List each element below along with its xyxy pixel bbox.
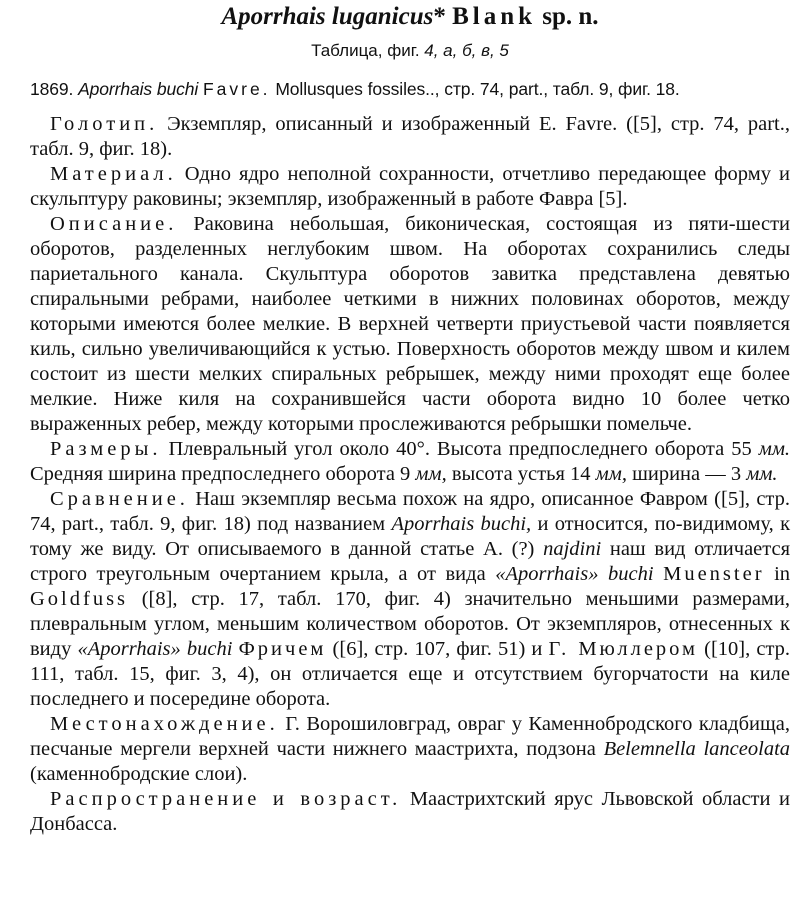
section-dimensions: Размеры. Плевральный угол около 40°. Высота предпоследнего оборота 55 мм. Средняя ширина предпоследнего оборота 9 мм, высота устья 14 мм, ширина — 3 мм.: [30, 438, 791, 485]
section-distribution: Распространение и возраст. Маастрихтский ярус Львовской области и Донбасса.: [30, 788, 790, 835]
section-heading: Голотип.: [50, 113, 159, 135]
section-description: Описание. Раковина небольшая, биконическая, состоящая из пяти-шести оборотов, разделенных неглубоким швом. На оборотах сохранились следы париетального канала. Скульптура оборотов завитка представлена девятью спиральными ребрами, наиболее четкими в нижних половинах оборотов, между которыми имеются более мелкие. В верхней четверти приустьевой части появляется киль, сильно увеличивающийся к устью. Поверхность оборотов между швом и килем состоит из шести мелких спиральных ребрышек, между ними проходят еще более мелкие. Ниже киля на сохранившейся части оборота видно 10 более четко выраженных ребер, между которыми прослеживаются ребрышки помельче.: [30, 213, 791, 435]
synonymy-reference: Mollusques fossiles.., стр. 74, part., табл. 9, фиг. 18.: [275, 79, 680, 99]
section-holotype: Голотип. Экземпляр, описанный и изображенный E. Favre. ([5], стр. 74, part., табл. 9, фиг. 18).: [30, 113, 790, 160]
species-name: Aporrhais luganicus: [221, 3, 434, 30]
synonymy-taxon: Aporrhais buchi: [78, 79, 199, 99]
species-author: Blank: [452, 3, 537, 30]
synonymy-line: [30, 78, 790, 100]
plate-reference: Таблица, фиг. 4, а, б, в, 5: [311, 41, 509, 60]
section-heading: Местонахождение.: [50, 713, 279, 735]
species-title: [30, 0, 790, 32]
section-material: Материал. Одно ядро неполной сохранности, отчетливо передающее форму и скульптуру раковины; экземпляр, изображенный в работе Фавра [5].: [30, 163, 790, 210]
section-heading: Распространение и возраст.: [50, 788, 402, 810]
synonymy-year: 1869.: [30, 79, 74, 99]
synonymy-author: Favre.: [202, 79, 271, 99]
section-heading: Размеры.: [50, 438, 162, 460]
footnote-star: *: [433, 3, 446, 30]
section-heading: Сравнение.: [50, 488, 189, 510]
section-heading: Описание.: [50, 213, 178, 235]
section-locality: Местонахождение. Г. Ворошиловград, овраг у Каменнобродского кладбища, песчаные мергели верхней части нижнего маастрихта, подзона Belemnella lanceolata (каменнобродские слои).: [30, 713, 791, 785]
section-heading: Материал.: [50, 163, 177, 185]
species-rank: sp. n.: [542, 3, 599, 30]
section-comparison: Сравнение. Наш экземпляр весьма похож на ядро, описанное Фавром ([5], стр. 74, part., табл. 9, фиг. 18) под названием Aporrhais buchi, и относится, по-видимому, к тому же виду. От описываемого в данной статье А. (?) najdini наш вид отличается строго треугольным очертанием крыла, а от вида «Aporrhais» buchi Muenster in Goldfuss ([8], стр. 17, табл. 170, фиг. 4) значительно меньшими размерами, плевральным углом, меньшим количеством оборотов. От экземпляров, отнесенных к виду «Aporrhais» buchi Фричем ([6], стр. 107, фиг. 51) и Г. Мюллером ([10], стр. 111, табл. 15, фиг. 3, 4), он отличается еще и отсутствием бугорчатости на киле последнего и посередине оборота.: [30, 488, 791, 710]
